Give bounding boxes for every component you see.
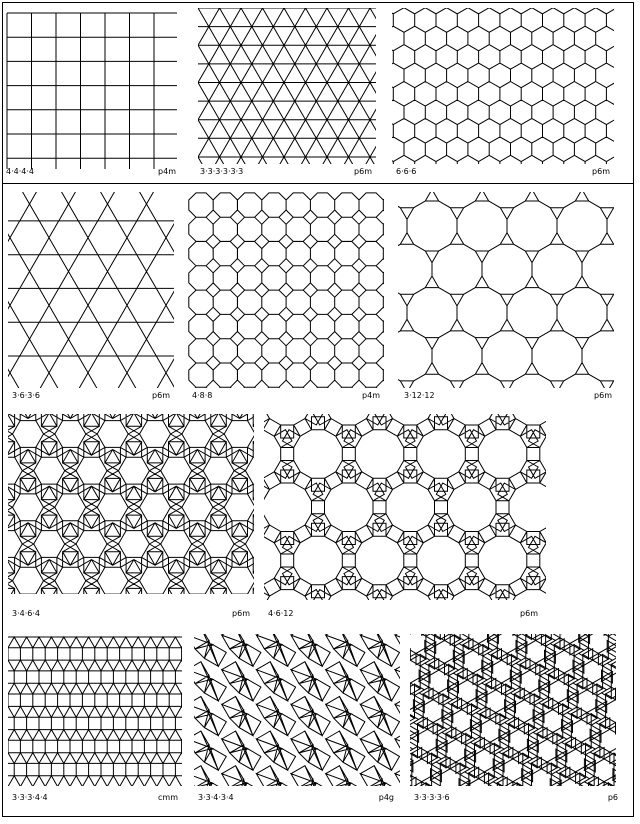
tiling-snub-hexagonal-config: 3·3·3·3·6 [414,793,450,802]
tiling-hexagonal-symmetry: p6m [592,167,610,176]
tiling-snub-square-symmetry: p4g [378,793,394,802]
tiling-trihexagonal-config: 3·6·3·6 [12,391,40,400]
tiling-truncated-square-config: 4·8·8 [192,391,213,400]
tiling-truncated-trihexagonal-symmetry: p6m [520,609,538,618]
tiling-square-config: 4·4·4·4 [6,167,34,176]
tiling-snub-hexagonal-symmetry: p6 [607,793,618,802]
tiling-truncated-square [188,192,384,404]
tiling-truncated-hexagonal-symmetry: p6m [594,391,612,400]
tiling-triangular [198,8,378,180]
row-divider [2,183,634,184]
tiling-rhombitrihexagonal-drawing [8,414,254,594]
tiling-snub-square-config: 3·3·4·3·4 [198,793,234,802]
tiling-trihexagonal-drawing [8,192,174,388]
tiling-hexagonal [392,8,614,180]
tiling-elongated-triangular [8,634,182,808]
tiling-triangular-config: 3·3·3·3·3·3 [200,167,244,176]
tiling-square [6,12,178,180]
tiling-snub-square [194,634,400,808]
tiling-hexagonal-drawing [392,8,614,164]
tiling-square-symmetry: p4m [158,167,176,176]
tiling-trihexagonal [8,192,174,404]
tiling-truncated-hexagonal-drawing [398,192,614,388]
tiling-truncated-trihexagonal [264,414,546,622]
tiling-rhombitrihexagonal-config: 3·4·6·4 [12,609,40,618]
tiling-snub-square-drawing [194,634,400,786]
tiling-square-drawing [6,12,178,170]
tiling-elongated-triangular-drawing [8,634,182,786]
tiling-elongated-triangular-config: 3·3·3·4·4 [12,793,48,802]
tiling-truncated-square-symmetry: p4m [362,391,380,400]
tiling-truncated-square-drawing [188,192,384,388]
tiling-snub-hexagonal [410,634,620,808]
tiling-snub-hexagonal-drawing [410,634,616,786]
tiling-truncated-hexagonal-config: 3·12·12 [404,391,435,400]
tiling-truncated-hexagonal [398,192,614,404]
tiling-trihexagonal-symmetry: p6m [152,391,170,400]
tiling-hexagonal-config: 6·6·6 [396,167,417,176]
tiling-rhombitrihexagonal [8,414,254,622]
tiling-triangular-drawing [198,8,376,164]
tiling-triangular-symmetry: p6m [354,167,372,176]
tiling-rhombitrihexagonal-symmetry: p6m [232,609,250,618]
tiling-elongated-triangular-symmetry: cmm [158,793,178,802]
tiling-truncated-trihexagonal-drawing [264,414,546,600]
tiling-truncated-trihexagonal-config: 4·6·12 [268,609,294,618]
